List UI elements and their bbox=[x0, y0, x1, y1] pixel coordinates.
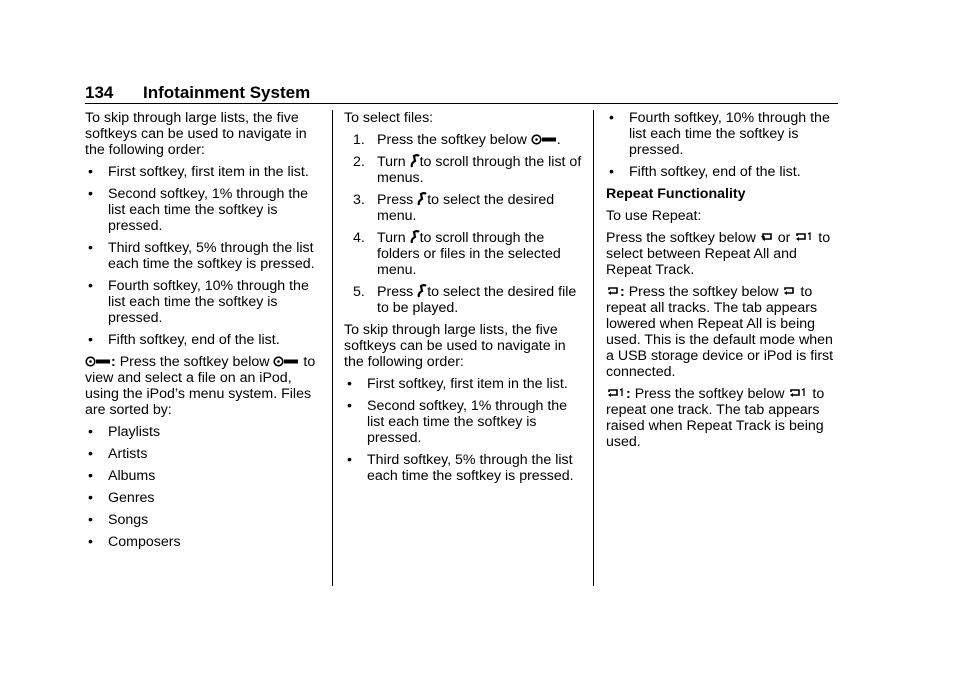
list-item bbox=[344, 452, 584, 484]
repeat-all-icon bbox=[760, 231, 774, 244]
bullet: • bbox=[88, 240, 93, 256]
step-number: 1. bbox=[353, 132, 365, 148]
bullet: • bbox=[88, 490, 93, 506]
step-text: Press the softkey below bbox=[377, 132, 527, 148]
step-number: 2. bbox=[353, 154, 365, 170]
skip-intro: To skip through large lists, the five softkeys can be used to navigate in the following order: bbox=[344, 322, 566, 370]
bullet: • bbox=[88, 332, 93, 348]
repeat-one-icon bbox=[606, 387, 626, 400]
step-number: 5. bbox=[353, 284, 365, 300]
list-item bbox=[344, 398, 584, 446]
step-item bbox=[344, 230, 584, 278]
ipod-menu-icon bbox=[273, 355, 299, 368]
step-item bbox=[344, 154, 584, 186]
repeat-intro bbox=[606, 230, 841, 278]
tune-knob-icon bbox=[410, 154, 420, 168]
bullet: • bbox=[347, 398, 352, 414]
step-text: Press bbox=[377, 192, 414, 208]
ipod-menu-paragraph bbox=[85, 354, 325, 418]
list-item-text: First softkey, first item in the list. bbox=[108, 164, 309, 180]
step-text: . bbox=[556, 132, 561, 148]
step-text: Turn bbox=[377, 154, 406, 170]
list-item bbox=[85, 468, 325, 484]
list-item bbox=[85, 446, 325, 462]
list-item bbox=[85, 164, 325, 180]
list-item bbox=[85, 186, 325, 234]
list-item-text: Genres bbox=[108, 490, 155, 506]
list-item-text: Songs bbox=[108, 512, 149, 528]
column-1 bbox=[85, 110, 325, 556]
tune-knob-icon bbox=[410, 230, 420, 244]
step-number: 3. bbox=[353, 192, 365, 208]
repeat-all-text: Press the softkey below bbox=[628, 284, 779, 300]
bullet: • bbox=[609, 110, 614, 126]
bullet: • bbox=[347, 452, 352, 468]
step-text: to scroll through the folders or files in the selected menu. bbox=[377, 230, 561, 278]
bullet: • bbox=[347, 376, 352, 392]
step-text: Press bbox=[377, 284, 414, 300]
list-item-text: Playlists bbox=[108, 424, 161, 440]
column-2 bbox=[344, 110, 584, 490]
ipod-text: Press the softkey below bbox=[119, 354, 270, 370]
list-item-text: First softkey, first item in the list. bbox=[367, 376, 568, 392]
list-item-text: Fifth softkey, end of the list. bbox=[629, 164, 801, 180]
list-item-text: Fourth softkey, 10% through the list each time the softkey is pressed. bbox=[108, 278, 309, 326]
list-item-text: Fifth softkey, end of the list. bbox=[108, 332, 280, 348]
tune-knob-icon bbox=[417, 284, 427, 298]
bullet: • bbox=[88, 534, 93, 550]
repeat-heading: Repeat Functionality bbox=[606, 186, 746, 202]
repeat-one-paragraph bbox=[606, 386, 841, 450]
bullet: • bbox=[88, 512, 93, 528]
list-item-text: Third softkey, 5% through the list each time the softkey is pressed. bbox=[108, 240, 315, 272]
ipod-text: to view and select a file on an iPod, using the iPod’s menu system. Files are sorted by: bbox=[85, 354, 316, 418]
page-number: 134 bbox=[85, 83, 114, 102]
list-item-text: Second softkey, 1% through the list each time the softkey is pressed. bbox=[108, 186, 309, 234]
repeat-all-lead: : bbox=[620, 284, 625, 300]
column-divider bbox=[593, 110, 594, 586]
repeat-one-icon bbox=[788, 387, 808, 400]
list-item bbox=[85, 534, 325, 550]
page-title: Infotainment System bbox=[143, 83, 311, 102]
list-item bbox=[85, 490, 325, 506]
step-item bbox=[344, 132, 584, 148]
tune-knob-icon bbox=[417, 192, 427, 206]
bullet: • bbox=[88, 186, 93, 202]
ipod-menu-icon bbox=[85, 355, 111, 368]
repeat-text: Press the softkey below bbox=[606, 230, 756, 246]
list-item-text: Composers bbox=[108, 534, 181, 550]
select-files-title: To select files: bbox=[344, 110, 434, 126]
bullet: • bbox=[88, 446, 93, 462]
repeat-one-lead: : bbox=[626, 386, 631, 402]
repeat-one-text: Press the softkey below bbox=[634, 386, 785, 402]
list-item bbox=[85, 332, 325, 348]
list-item bbox=[344, 376, 584, 392]
repeat-text: or bbox=[777, 230, 791, 246]
list-item bbox=[85, 278, 325, 326]
repeat-one-icon bbox=[794, 231, 814, 244]
bullet: • bbox=[88, 164, 93, 180]
repeat-text: to select between Repeat All and Repeat Track. bbox=[606, 230, 831, 278]
list-item-text: Second softkey, 1% through the list each time the softkey is pressed. bbox=[367, 398, 568, 446]
step-text: to select the desired file to be played. bbox=[377, 284, 577, 316]
list-item bbox=[606, 110, 841, 158]
column-divider bbox=[332, 110, 333, 586]
column-3 bbox=[606, 110, 841, 456]
bullet: • bbox=[88, 278, 93, 294]
list-item bbox=[85, 424, 325, 440]
list-item-text: Artists bbox=[108, 446, 148, 462]
step-item bbox=[344, 284, 584, 316]
repeat-all-icon bbox=[606, 285, 620, 298]
repeat-all-text: to repeat all tracks. The tab appears lowered when Repeat All is being used. This is the default mode when a USB storage device or iPod is first connected. bbox=[606, 284, 834, 380]
list-item-text: Third softkey, 5% through the list each time the softkey is pressed. bbox=[367, 452, 574, 484]
list-item bbox=[606, 164, 841, 180]
list-item-text: Fourth softkey, 10% through the list each time the softkey is pressed. bbox=[629, 110, 830, 158]
repeat-all-icon bbox=[782, 285, 796, 298]
repeat-one-text: to repeat one track. The tab appears raised when Repeat Track is being used. bbox=[606, 386, 825, 450]
step-text: to scroll through the list of menus. bbox=[377, 154, 582, 186]
page-header bbox=[85, 83, 838, 104]
to-use-text: To use Repeat: bbox=[606, 208, 702, 224]
list-item bbox=[85, 240, 325, 272]
step-text: to select the desired menu. bbox=[377, 192, 555, 224]
bullet: • bbox=[88, 468, 93, 484]
repeat-all-paragraph bbox=[606, 284, 841, 380]
step-number: 4. bbox=[353, 230, 365, 246]
ipod-menu-lead: : bbox=[111, 354, 116, 370]
ipod-menu-icon bbox=[531, 133, 557, 146]
list-item bbox=[85, 512, 325, 528]
skip-intro: To skip through large lists, the five softkeys can be used to navigate in the following order: bbox=[85, 110, 307, 158]
step-item bbox=[344, 192, 584, 224]
section-heading bbox=[606, 186, 841, 202]
bullet: • bbox=[88, 424, 93, 440]
list-item-text: Albums bbox=[108, 468, 156, 484]
bullet: • bbox=[609, 164, 614, 180]
step-text: Turn bbox=[377, 230, 406, 246]
